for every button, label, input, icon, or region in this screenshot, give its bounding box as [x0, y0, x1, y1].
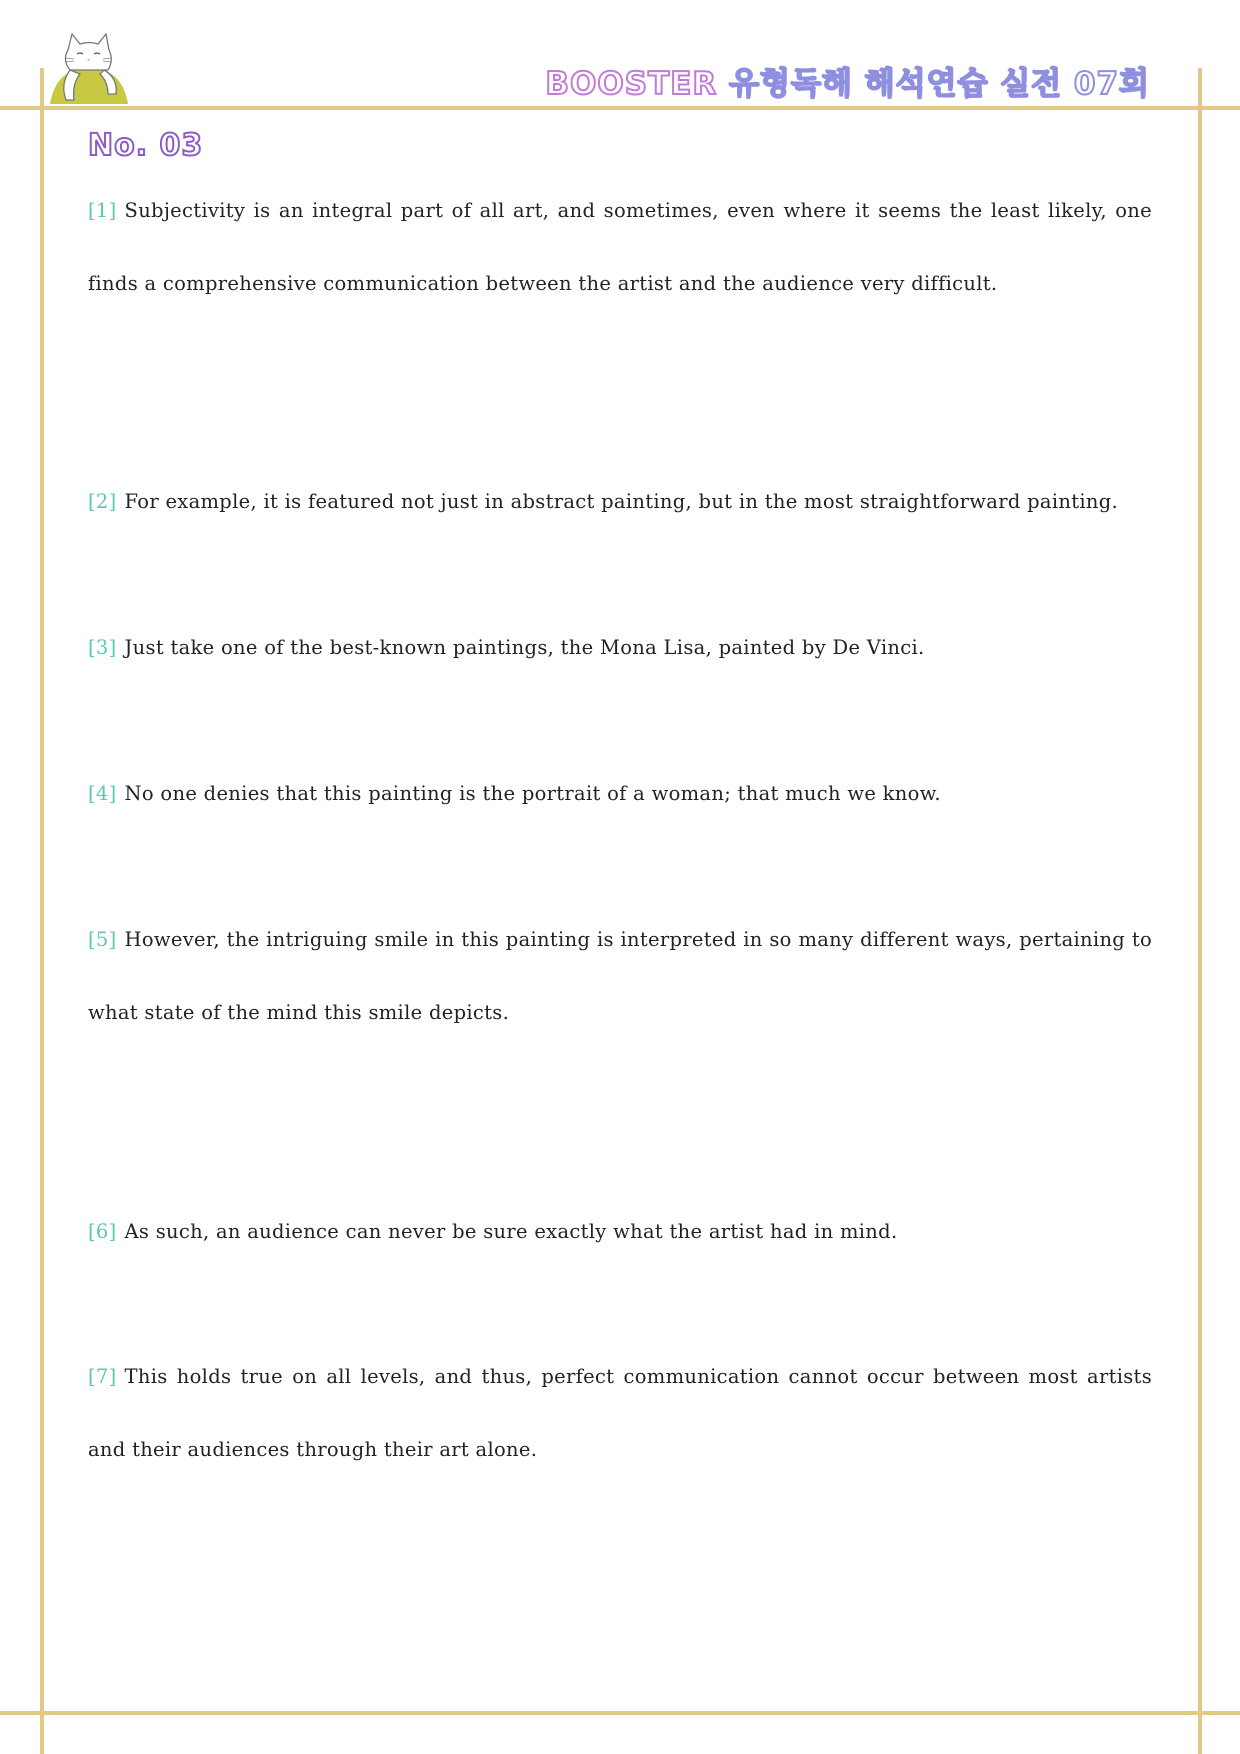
sentence-2 — [88, 465, 1152, 538]
sentence-6 — [88, 1195, 1152, 1268]
sentence-number: [3] — [88, 636, 117, 659]
sentence-text: No one denies that this painting is the portrait of a woman; that much we know. — [124, 782, 941, 805]
header-brand: BOOSTER — [545, 66, 718, 102]
header-subtitle: 유형독해 해석연습 실전 07회 — [729, 66, 1150, 102]
sentence-3 — [88, 611, 1152, 684]
sentence-number: [4] — [88, 782, 117, 805]
sentence-number: [2] — [88, 490, 117, 513]
sentence-text: As such, an audience can never be sure exactly what the artist had in mind. — [124, 1220, 898, 1243]
cat-mascot-icon — [46, 28, 132, 104]
sentence-7 — [88, 1340, 1152, 1486]
sentence-4 — [88, 757, 1152, 830]
right-rule — [1198, 68, 1202, 1754]
sentence-text: This holds true on all levels, and thus, perfect communication cannot occur between most artists and their audiences through their art alone. — [88, 1365, 1152, 1461]
top-rule — [0, 106, 1240, 110]
sentence-text: Subjectivity is an integral part of all art, and sometimes, even where it seems the least likely, one finds a comprehensive communication between the artist and the audience very difficult. — [88, 199, 1152, 295]
sentence-5 — [88, 903, 1152, 1049]
sentence-number: [5] — [88, 928, 117, 951]
sentence-text: However, the intriguing smile in this painting is interpreted in so many different ways, pertaining to what state of the mind this smile depicts. — [88, 928, 1152, 1024]
bottom-rule — [0, 1711, 1240, 1715]
left-rule — [40, 68, 44, 1754]
sentence-1 — [88, 174, 1152, 320]
sentence-text: Just take one of the best-known paintings, the Mona Lisa, painted by De Vinci. — [124, 636, 925, 659]
sentence-text: For example, it is featured not just in abstract painting, but in the most straightforward painting. — [124, 490, 1119, 513]
page-header-title — [545, 58, 1150, 103]
sentence-number: [6] — [88, 1220, 117, 1243]
sentence-number: [7] — [88, 1365, 117, 1388]
problem-number: No. 03 — [88, 128, 204, 163]
sentence-number: [1] — [88, 199, 117, 222]
